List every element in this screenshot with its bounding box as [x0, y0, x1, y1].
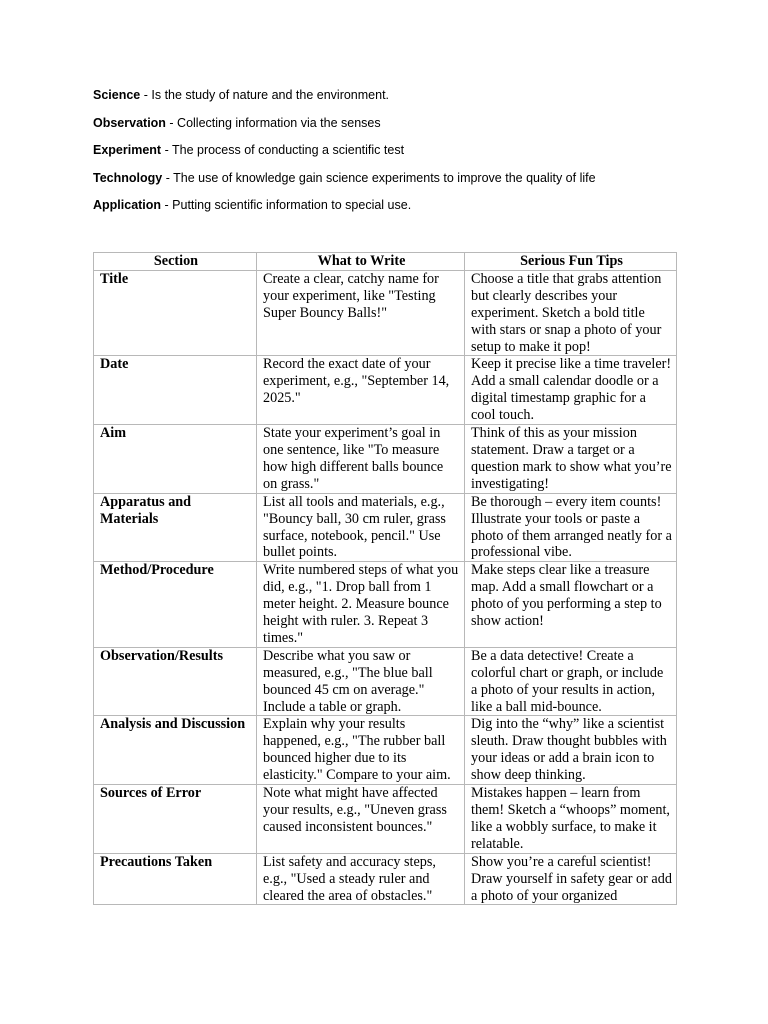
what-cell: Record the exact date of your experiment, e.g., "September 14, 2025." [257, 356, 465, 425]
table-row [94, 356, 677, 425]
tips-cell: Think of this as your mission statement. Draw a target or a question mark to show what you’re investigating! [465, 425, 677, 494]
tips-cell: Dig into the “why” like a scientist sleuth. Draw thought bubbles with your ideas or add a brain icon to show deep thinking. [465, 716, 677, 785]
table-header-row [94, 253, 677, 271]
definition-term: Observation [93, 115, 166, 130]
column-header-section: Section [94, 253, 257, 271]
definition-observation [93, 115, 713, 143]
section-cell: Apparatus and Materials [94, 493, 257, 562]
table-row [94, 493, 677, 562]
tips-cell: Show you’re a careful scientist! Draw yourself in safety gear or add a photo of your organized [465, 853, 677, 905]
table-row [94, 425, 677, 494]
definition-term: Application [93, 198, 162, 212]
definition-application [93, 197, 713, 225]
section-cell: Method/Procedure [94, 562, 257, 648]
column-header-tips: Serious Fun Tips [465, 253, 677, 271]
section-cell: Date [94, 356, 257, 425]
definitions-list [93, 87, 713, 225]
table-row [94, 716, 677, 785]
definition-text: - Is the study of nature and the environment. [140, 88, 390, 102]
definition-science [93, 87, 713, 115]
tips-cell: Be thorough – every item counts! Illustrate your tools or paste a photo of them arranged neatly for a professional vibe. [465, 493, 677, 562]
what-cell: State your experiment’s goal in one sentence, like "To measure how high different balls bounce on grass." [257, 425, 465, 494]
what-cell: List all tools and materials, e.g., "Bouncy ball, 30 cm ruler, grass surface, notebook, pencil." Use bullet points. [257, 493, 465, 562]
definition-text: - Putting scientific information to special use. [161, 198, 412, 212]
tips-cell: Make steps clear like a treasure map. Add a small flowchart or a photo of you performing a step to show action! [465, 562, 677, 648]
definition-experiment [93, 142, 713, 170]
section-cell: Aim [94, 425, 257, 494]
table-row [94, 270, 677, 356]
tips-cell: Be a data detective! Create a colorful chart or graph, or include a photo of your results in action, like a ball mid-bounce. [465, 647, 677, 716]
section-cell: Sources of Error [94, 785, 257, 854]
what-cell: Explain why your results happened, e.g., "The rubber ball bounced higher due to its elasticity." Compare to your aim. [257, 716, 465, 785]
table-row [94, 647, 677, 716]
tips-cell: Choose a title that grabs attention but clearly describes your experiment. Sketch a bold title with stars or snap a photo of your setup to make it pop! [465, 270, 677, 356]
what-cell: Describe what you saw or measured, e.g., "The blue ball bounced 45 cm on average." Include a table or graph. [257, 647, 465, 716]
section-cell: Precautions Taken [94, 853, 257, 905]
column-header-what-to-write: What to Write [257, 253, 465, 271]
definition-text: - The use of knowledge gain science experiments to improve the quality of life [162, 170, 596, 185]
what-cell: Write numbered steps of what you did, e.g., "1. Drop ball from 1 meter height. 2. Measure bounce height with ruler. 3. Repeat 3 times." [257, 562, 465, 648]
table-row [94, 562, 677, 648]
section-cell: Analysis and Discussion [94, 716, 257, 785]
tips-cell: Keep it precise like a time traveler! Add a small calendar doodle or a digital timestamp graphic for a cool touch. [465, 356, 677, 425]
table-row [94, 785, 677, 854]
section-cell: Title [94, 270, 257, 356]
tips-cell: Mistakes happen – learn from them! Sketch a “whoops” moment, like a wobbly surface, to make it relatable. [465, 785, 677, 854]
definition-text: - The process of conducting a scientific test [161, 143, 405, 157]
definition-technology [93, 170, 713, 198]
lab-report-table [93, 252, 677, 905]
definition-term: Technology [93, 170, 163, 185]
what-cell: List safety and accuracy steps, e.g., "Used a steady ruler and cleared the area of obstacles." [257, 853, 465, 905]
section-cell: Observation/Results [94, 647, 257, 716]
what-cell: Note what might have affected your results, e.g., "Uneven grass caused inconsistent bounces." [257, 785, 465, 854]
table-row [94, 853, 677, 905]
what-cell: Create a clear, catchy name for your experiment, like "Testing Super Bouncy Balls!" [257, 270, 465, 356]
definition-term: Experiment [93, 143, 162, 157]
definition-term: Science [93, 88, 141, 102]
definition-text: - Collecting information via the senses [165, 115, 381, 130]
